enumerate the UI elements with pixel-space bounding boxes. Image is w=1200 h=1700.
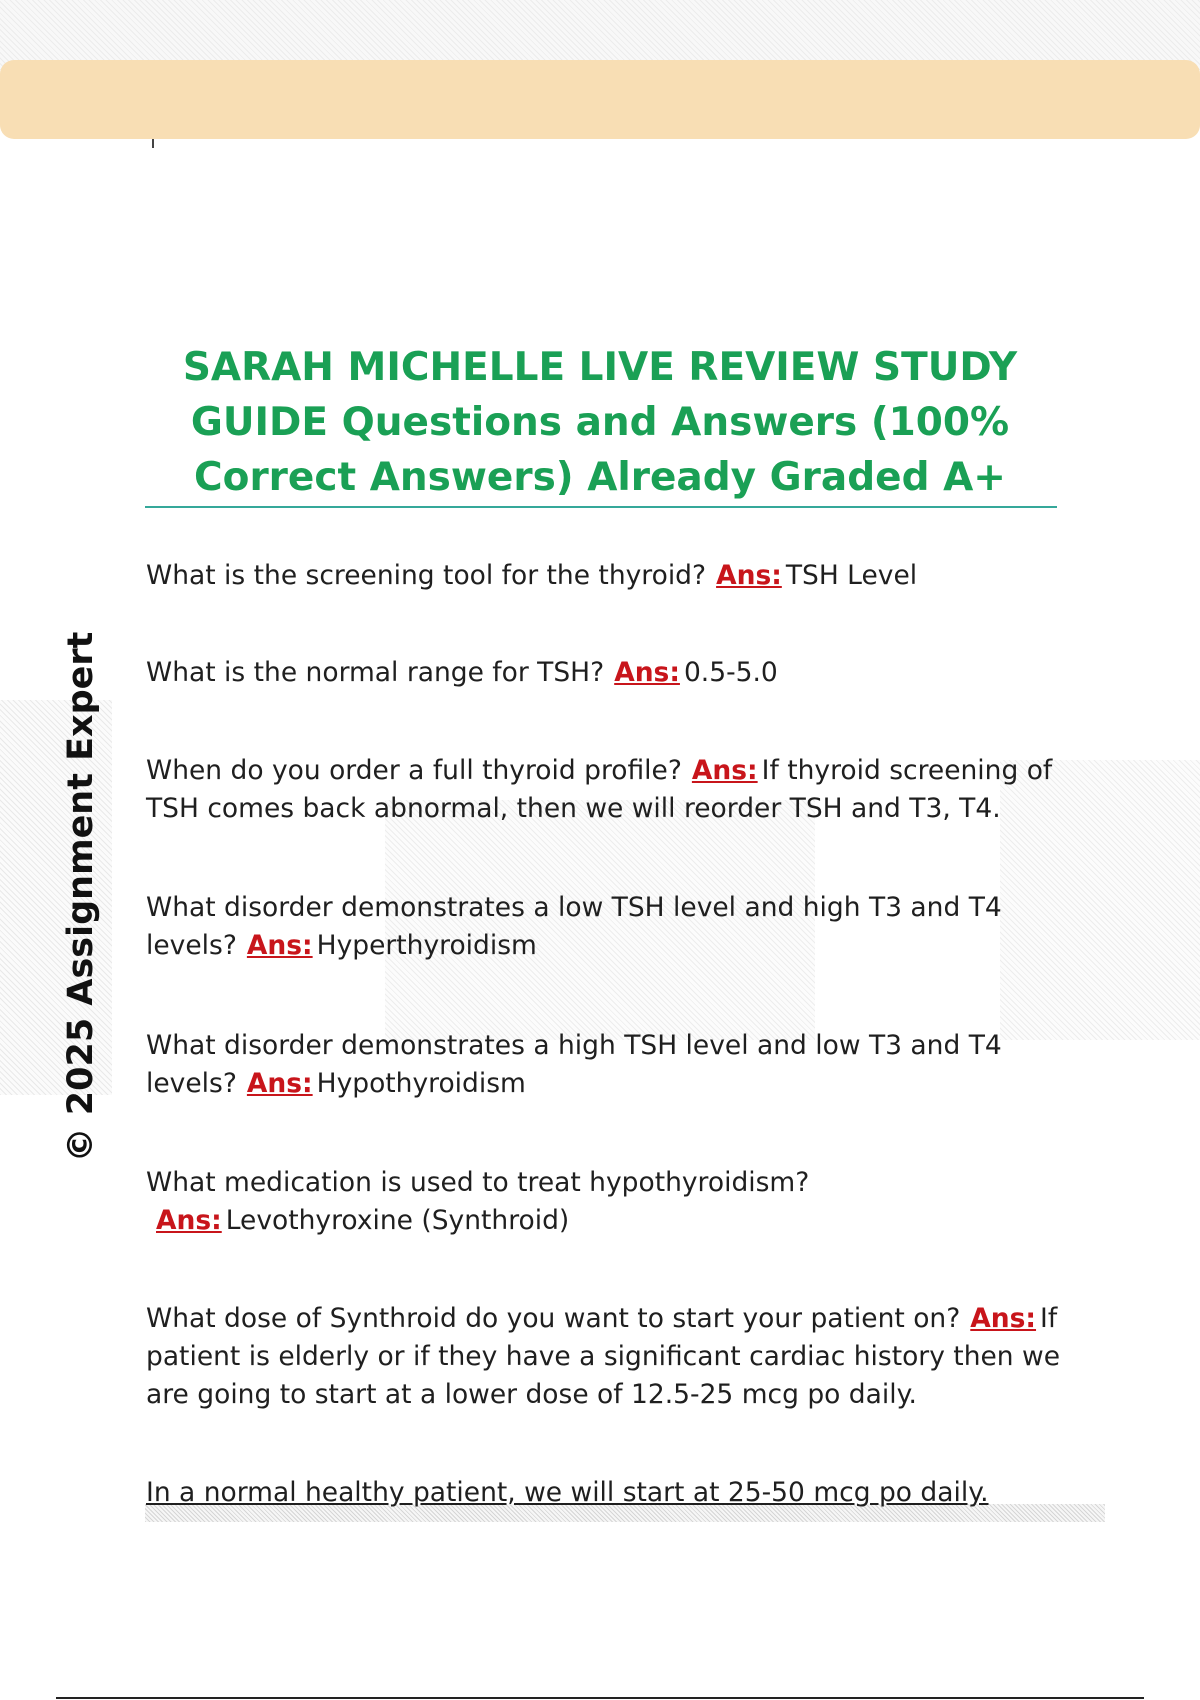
ans-label: Ans: [246, 930, 313, 961]
answer-text: TSH Level [785, 560, 918, 591]
question-text: What dose of Synthroid do you want to start your patient on? [146, 1303, 961, 1334]
tick-mark [152, 139, 154, 148]
top-banner [0, 60, 1200, 139]
question-text: When do you order a full thyroid profile? [146, 755, 682, 786]
ans-label: Ans: [614, 657, 680, 688]
question-text: What medication is used to treat hypothyroidism? [146, 1167, 810, 1198]
footer-rule [56, 1697, 1144, 1699]
qa-item [146, 889, 1076, 965]
answer-text: Levothyroxine (Synthroid) [225, 1205, 570, 1236]
qa-item [146, 752, 1076, 828]
copyright-watermark: © 2025 Assignment Expert [61, 631, 101, 1163]
qa-item [146, 1300, 1076, 1414]
qa-item [146, 1164, 1076, 1240]
qa-item [146, 1027, 1076, 1103]
question-text: What disorder demonstrates a high TSH level and low T3 and T4 levels? [146, 1030, 1002, 1099]
ans-label: Ans: [691, 755, 758, 786]
answer-text: 0.5-5.0 [683, 657, 778, 688]
qa-item [146, 654, 1076, 692]
closing-note [146, 1474, 1076, 1512]
question-text: What disorder demonstrates a low TSH level and high T3 and T4 levels? [146, 892, 1002, 961]
answer-text: If patient is elderly or if they have a significant cardiac history then we are going to start at a lower dose of 12.5-25 mcg po daily. [146, 1303, 1060, 1410]
note-text: In a normal healthy patient, we will start at 25-50 mcg po daily. [146, 1477, 989, 1508]
ans-label: Ans: [246, 1068, 313, 1099]
question-text: What is the normal range for TSH? [146, 657, 605, 688]
ans-label: Ans: [156, 1205, 222, 1236]
question-text: What is the screening tool for the thyroid? [146, 560, 707, 591]
ans-label: Ans: [970, 1303, 1037, 1334]
qa-item [146, 557, 1076, 595]
answer-text: If thyroid screening of TSH comes back abnormal, then we will reorder TSH and T3, T4. [146, 755, 1053, 824]
title-underline [145, 506, 1057, 508]
answer-text: Hypothyroidism [316, 1068, 526, 1099]
answer-text: Hyperthyroidism [316, 930, 537, 961]
page-title: SARAH MICHELLE LIVE REVIEW STUDY GUIDE Questions and Answers (100% Correct Answers) Already Graded A+ [182, 345, 1018, 500]
ans-label: Ans: [716, 560, 782, 591]
